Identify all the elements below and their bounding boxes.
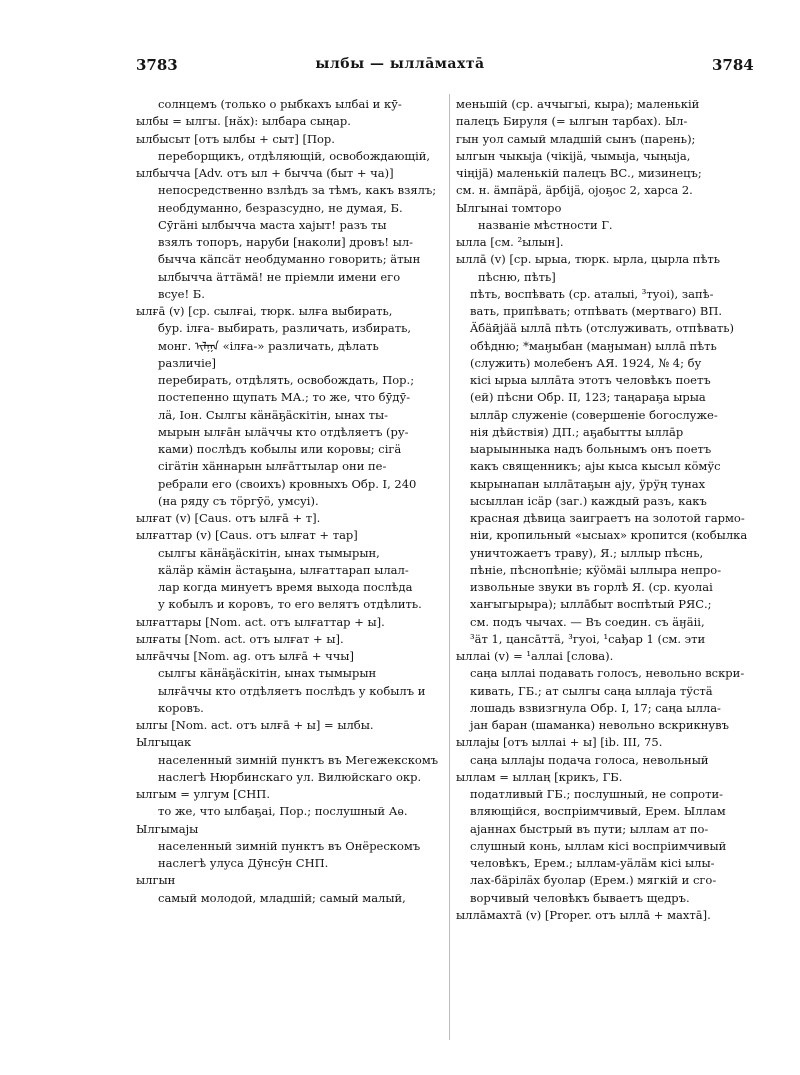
running-title: ылбы — ылла̄махта̄ — [315, 56, 485, 72]
text-line: монг. ᠢᠯᠭᠠ «ілға-» различать, дѣлать — [158, 338, 379, 353]
text-line: гын уол самый младшій сынъ (парень); — [456, 131, 696, 146]
text-line: Äбäӣјäӓ ылла̄ пѣть (отслуживать, отпѣвать) — [470, 321, 734, 336]
text-line: меньшій (ср. аччыгыі, кыра); маленькій — [456, 97, 700, 111]
text-line: ылбы = ылгы. [нăх): ылбара сыңар. — [136, 114, 351, 129]
text-line: см. н. äмпäрӓ, äрбіјӓ, ојоҕос 2, харса 2. — [456, 183, 693, 198]
text-line: ылгы [Nom. act. отъ ылға̄ + ы] = ылбы. — [136, 718, 374, 732]
text-line: наслегѣ Нюрбинскаго ул. Вилюйскаго окр. — [158, 769, 422, 784]
text-line: лар когда минуетъ время выхода послѣда — [158, 580, 413, 594]
text-line: кырынапан ылла̄таҕын ају, ӱрӱң тунах — [470, 476, 706, 491]
text-line: ыллам = ыллаң [крикъ, ГБ. — [456, 769, 623, 784]
text-line: (на ряду съ тӧргӯӧ, умсуі). — [158, 493, 319, 508]
text-line: красная дѣвица заиграетъ на золотой гармо- — [470, 511, 745, 525]
text-line: населенный зимній пунктъ въ Онёрескомъ — [158, 838, 421, 853]
text-line: (служить) молебенъ АЯ. 1924, № 4; бу — [470, 355, 702, 370]
text-line: јан баран (шаманка) невольно вскрикнувъ — [470, 718, 729, 732]
text-line: пѣніе, пѣснопѣніе; кӱӧмäі ыллыра непро- — [470, 562, 722, 577]
text-line: Ылгыцак — [136, 735, 192, 750]
text-line: саңа ыллаі подавать голосъ, невольно вскри- — [470, 666, 745, 681]
text-line: ылға̄ (v) [ср. сылғаі, тюрк. ылға выбирать, — [136, 304, 393, 318]
text-line: постепенно щупать МА.; то же, что бӯдӯ- — [158, 390, 411, 405]
text-line: палецъ Бируля (= ылгын тарбах). Ыл- — [456, 114, 688, 129]
text-line: (ей) пѣсни Обр. II, 123; таңараҕа ырыа — [470, 390, 706, 405]
text-line: непосредственно взлѣдъ за тѣмъ, какъ взялъ; — [158, 183, 437, 198]
text-line: слушный конь, ыллам кісі воспріимчивый — [470, 838, 727, 853]
page-header — [0, 56, 800, 82]
text-line: ыллаі (v) = ¹аллаі [слова). — [456, 649, 614, 663]
text-line: ајаннах быстрый въ пути; ыллам ат по- — [470, 821, 709, 836]
text-line: у кобылъ и коровъ, то его велятъ отдѣлить. — [158, 597, 422, 612]
text-line: пѣть, воспѣвать (ср. аталыі, ³туоі), запѣ- — [470, 286, 714, 301]
text-line: ысыллан ісӓр (заг.) каждый разъ, какъ — [470, 493, 707, 508]
text-line: ылбысыт [отъ ылбы + сыт] [Пор. — [136, 131, 335, 146]
text-line: ылғат (v) [Caus. отъ ылға̄ + т]. — [136, 511, 321, 525]
text-line: солнцемъ (только о рыбкахъ ылбаі и кӯ- — [158, 97, 402, 111]
text-line: вляющійся, воспріимчивый, Ерем. Ыллам — [470, 804, 726, 819]
text-line: ылғаттар (v) [Caus. отъ ылғат + тар] — [136, 528, 358, 543]
text-line: податливый ГБ.; послушный, не сопроти- — [470, 787, 723, 801]
text-line: ылла̄р служеніе (совершеніе богослуже- — [470, 407, 718, 422]
text-line: ылбычча äттäмä! не пріемли имени его — [158, 269, 401, 284]
text-line: сылгы кӓнӓҕӓскітін, ынах тымырын, — [158, 545, 380, 560]
text-line: уничтожаетъ траву), Я.; ыллыр пѣснь, — [470, 545, 704, 560]
text-line: хаҥыгырыра); ылла̄быт воспѣтый РЯС.; — [470, 597, 712, 612]
text-line: вать, припѣвать; отпѣвать (мертваго) ВП. — [470, 304, 723, 318]
text-line: сігӓтін хäннарын ылға̄ттылар они пе- — [158, 459, 387, 474]
text-line: лӓ, Іон. Сылгы кӓнӓҕӓскітін, ынах ты- — [158, 407, 389, 422]
text-line: взялъ топоръ, наруби [наколи] дровъ! ыл- — [158, 235, 414, 249]
text-line: ылла̄ (v) [ср. ырыа, тюрк. ырла, цырла пѣть — [456, 252, 721, 267]
text-line: мырын ылға̄н ылäччы кто отдѣляетъ (ру- — [158, 424, 409, 439]
text-line: какъ священникъ; ајы кыса кысыл кӧмӱс — [470, 459, 721, 474]
text-line: наслегѣ улуса Дӯнсӯн СНП. — [158, 856, 329, 870]
text-line: кивать, ГБ.; ат сылгы саңа ыллаја тӱстӓ — [470, 683, 713, 698]
text-line: то же, что ылбаҕаі, Пор.; послушный Аѳ. — [158, 804, 408, 819]
text-line: ылгым = улгум [СНП. — [136, 787, 270, 801]
text-line: ніи, кропильный «ысыах» кропится (кобылка — [470, 528, 748, 543]
text-line: обѣдню; *маӈыбан (маӈыман) ылла̄ пѣть — [470, 338, 717, 353]
text-line: ыарыынныка надъ больнымъ онъ поетъ — [470, 442, 712, 456]
text-line: лах-бäрілӓх буолар (Ерем.) мягкій и сго- — [470, 873, 717, 888]
text-line: ворчивый человѣкъ бываетъ щедръ. — [470, 890, 690, 905]
text-line: названіе мѣстности Г. — [478, 217, 613, 232]
text-line: ³äт 1, цанса̄ттӓ, ³гуоі, ¹сађар 1 (см. эти — [470, 631, 706, 646]
text-line: ылғаттары [Nom. act. отъ ылғаттар + ы]. — [136, 614, 385, 629]
text-line: всуе! Б. — [158, 286, 205, 301]
text-line: бычча кäпсäт необдуманно говорить; äтын — [158, 252, 421, 267]
right-page-number: 3784 — [712, 56, 754, 74]
text-line: пѣсню, пѣть] — [478, 269, 556, 284]
text-line: населенный зимній пунктъ въ Мегежекскомъ — [158, 752, 439, 767]
column-divider — [449, 94, 450, 1040]
text-line: ылбычча [Adv. отъ ыл + бычча (быт + ча)] — [136, 166, 394, 180]
text-line: необдуманно, безразсудно, не думая, Б. — [158, 200, 403, 215]
text-line: сылгы кӓнӓҕӓскітін, ынах тымырын — [158, 666, 377, 681]
text-line: Ылгымајы — [136, 821, 199, 836]
left-page-number: 3783 — [136, 56, 178, 74]
left-column — [136, 96, 446, 907]
text-line: нія дѣйствія) ДП.; аҕабытты ылла̄р — [470, 424, 684, 439]
right-column — [456, 96, 768, 924]
text-line: переборщикъ, отдѣляющій, освобождающій, — [158, 148, 431, 163]
text-line: Ылгынаі томторо — [456, 200, 562, 215]
text-line: ребрали его (своихъ) кровныхъ Обр. I, 240 — [158, 476, 417, 491]
text-line: человѣкъ, Ерем.; ыллам-уӓлӓм кісі ылы- — [470, 856, 715, 870]
text-line: различіе] — [158, 355, 217, 370]
text-line: ылгын чыкыја (чікіјӓ, чымыја, чыңыја, — [456, 148, 691, 163]
text-line: ылла̄махта̄ (v) [Proper. отъ ылла̄ + махта̄]. — [456, 907, 711, 922]
text-line: чіңіјӓ) маленькій палецъ ВС., мизинецъ; — [456, 166, 702, 180]
text-line: ками) послѣдъ кобылы или коровы; сігӓ — [158, 442, 402, 456]
text-line: ылғаты [Nom. act. отъ ылғат + ы]. — [136, 631, 344, 646]
text-line: коровъ. — [158, 700, 204, 715]
text-line: самый молодой, младшій; самый малый, — [158, 890, 406, 905]
text-line: ыллајы [отъ ыллаі + ы] [ib. III, 75. — [456, 735, 663, 750]
text-line: ылла [см. ²ылын]. — [456, 235, 564, 249]
text-line: извольные звуки въ горлѣ Я. (ср. куолаі — [470, 580, 713, 594]
text-line: см. подъ чычах. — Въ соедин. съ ӓӈӓіі, — [470, 614, 705, 629]
text-line: лошадь взвизгнула Обр. I, 17; саңа ылла- — [470, 700, 721, 715]
text-line: ылға̄ччы кто отдѣляетъ послѣдъ у кобылъ и — [158, 683, 426, 698]
text-line: ылға̄ччы [Nom. ag. отъ ылға̄ + ччы] — [136, 649, 354, 663]
text-line: Сӯгӓні ылбычча маста хајыт! разъ ты — [158, 217, 387, 232]
text-line: ылгын — [136, 873, 176, 888]
text-line: саңа ыллајы подача голоса, невольный — [470, 752, 709, 767]
text-line: кісі ырыа ылла̄та этотъ человѣкъ поетъ — [470, 373, 711, 387]
text-line: перебирать, отдѣлять, освобождать, Пор.; — [158, 373, 415, 387]
text-line: кäлӓр кӓмін ӓстаҕына, ылғаттарап ылал- — [158, 562, 409, 577]
text-line: бур. ілға- выбирать, различать, избирать, — [158, 321, 412, 336]
